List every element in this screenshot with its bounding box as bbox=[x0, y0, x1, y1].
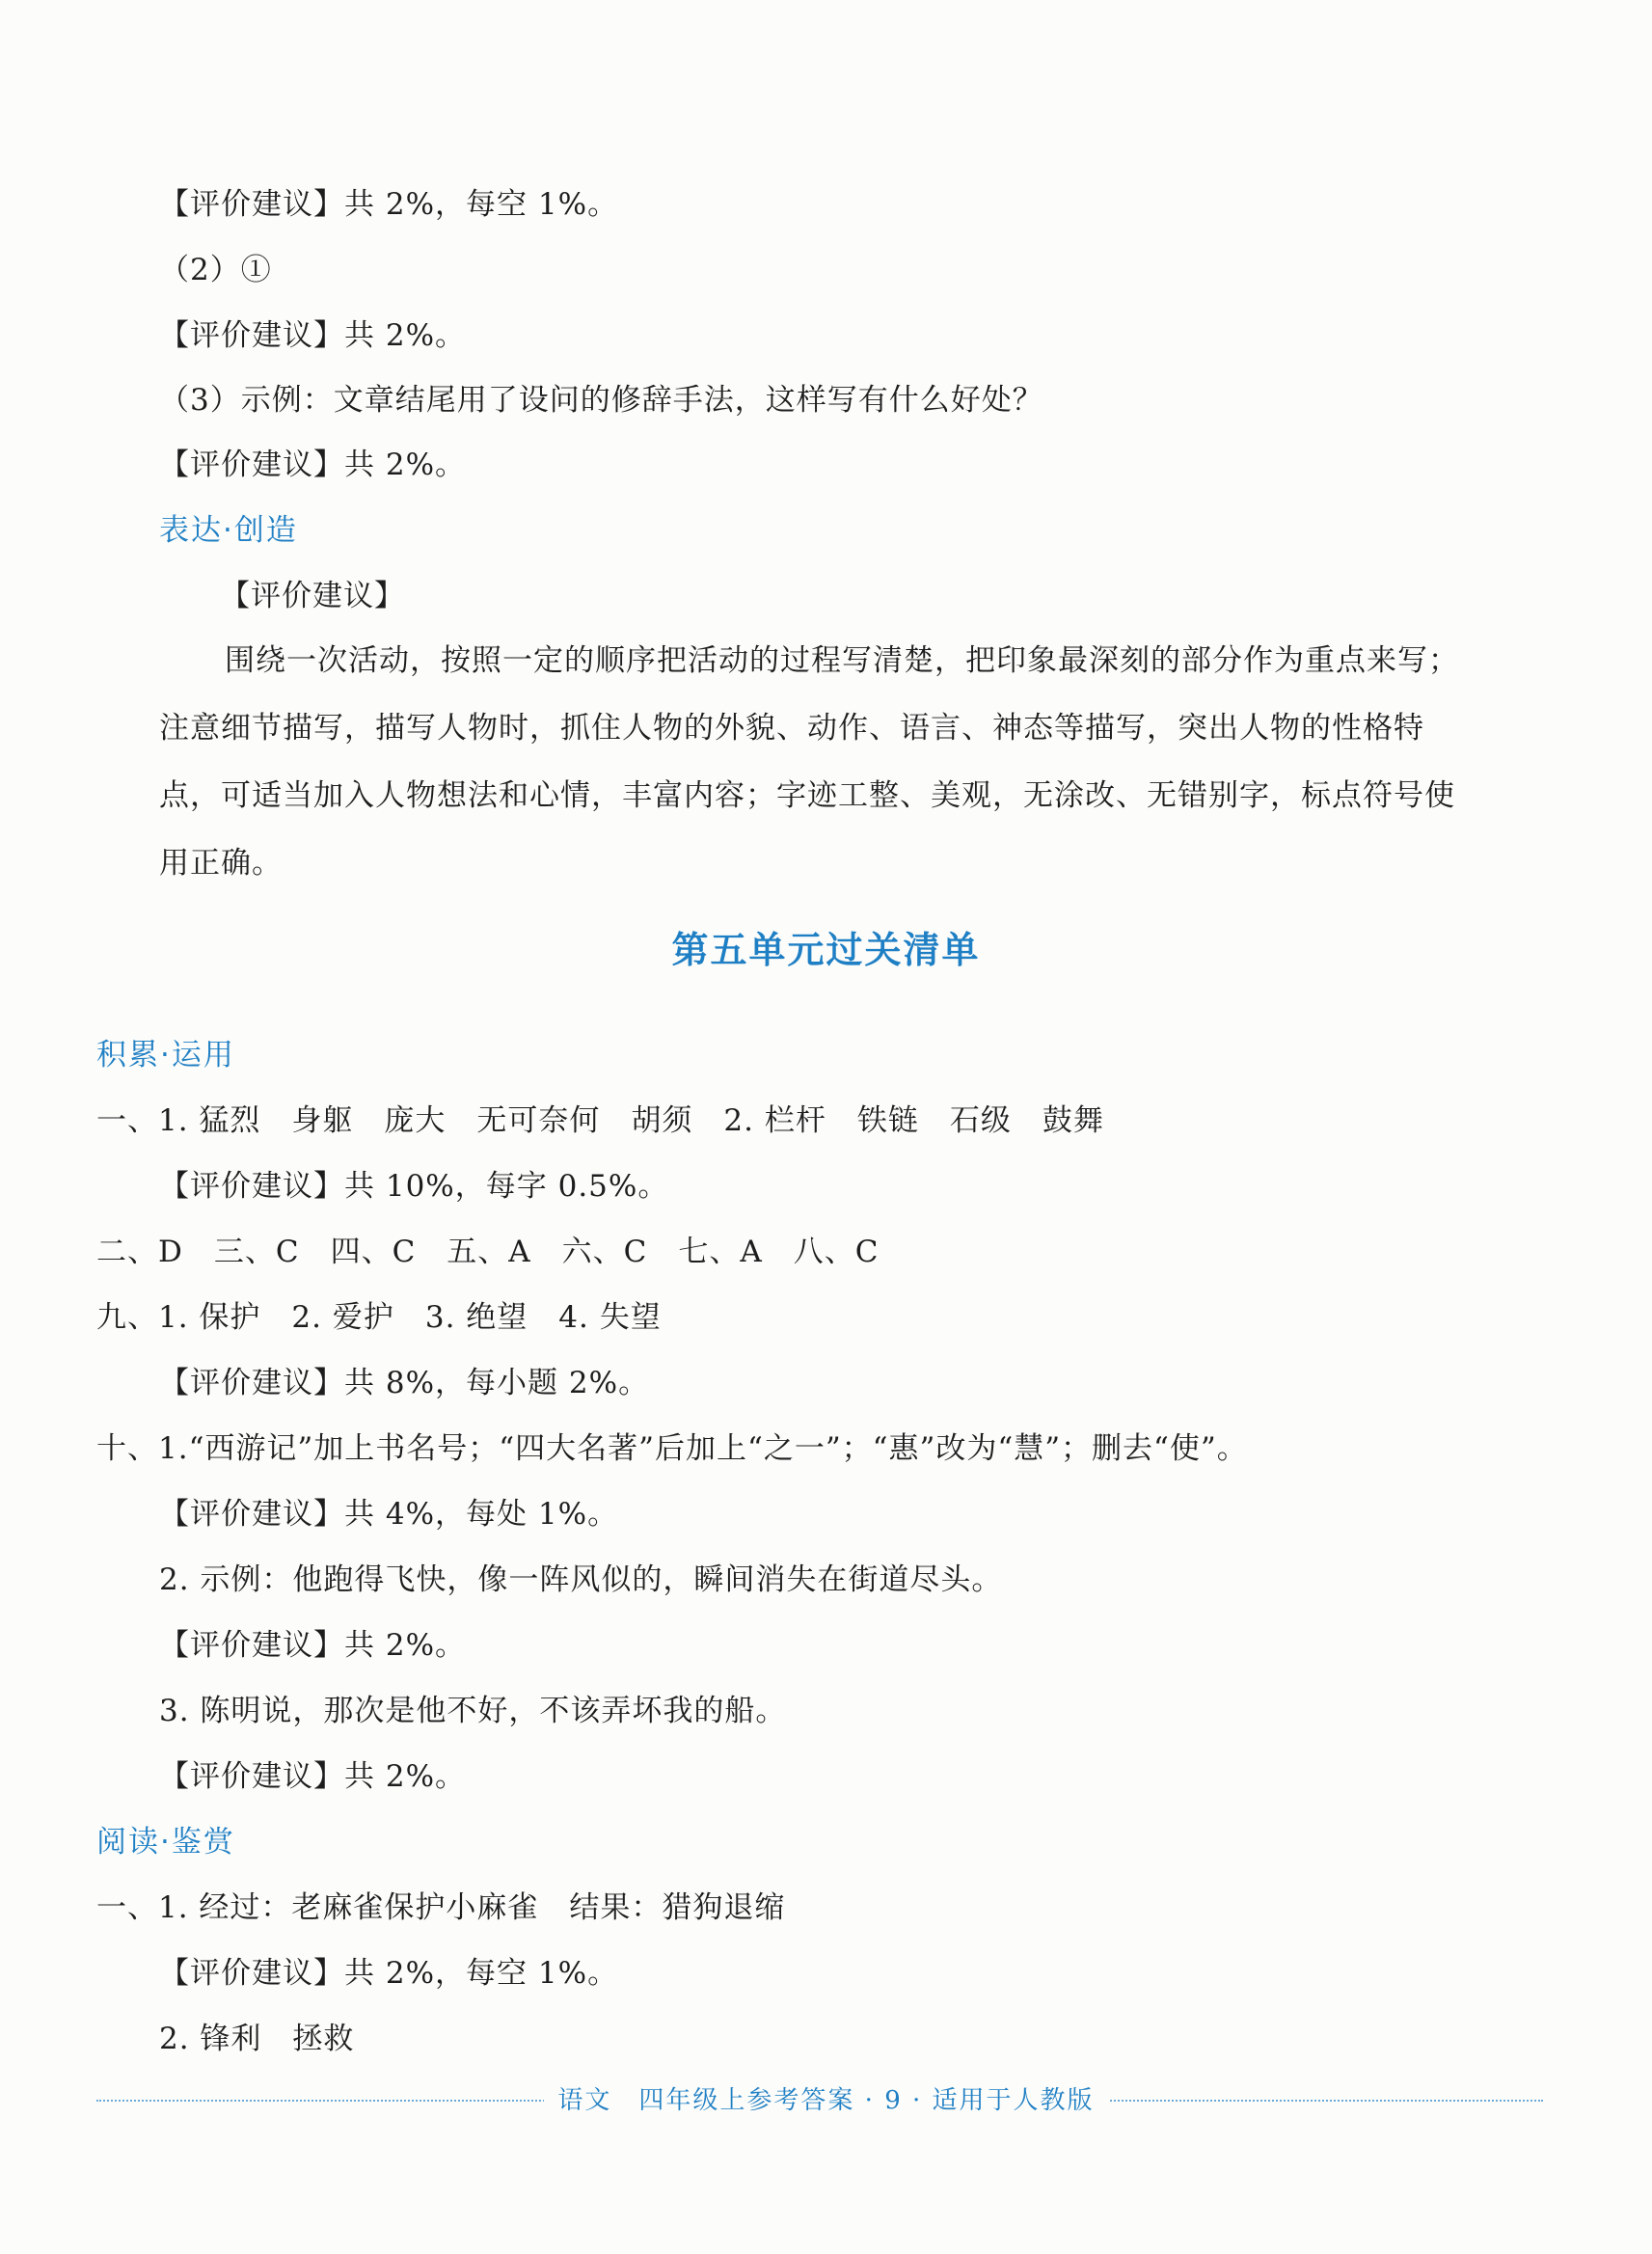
page-footer bbox=[0, 2081, 1652, 2120]
answer-3: （3）示例：文章结尾用了设问的修辞手法，这样写有什么好处？ bbox=[159, 383, 1043, 418]
writing-eval-paragraph: 围绕一次活动，按照一定的顺序把活动的过程写清楚，把印象最深刻的部分作为重点来写；注意细节描写，描写人物时，抓住人物的外貌、动作、语言、神态等描写，突出人物的性格特点，可适当加入人物想法和心情，丰富内容；字迹工整、美观，无涂改、无错别字，标点符号使用正确。 bbox=[159, 643, 1459, 881]
answer-reading-1: 一、1. 经过：老麻雀保护小麻雀 结果：猎狗退缩 bbox=[96, 1890, 786, 1925]
eval-note-3: 【评价建议】共 2%。 bbox=[159, 448, 467, 482]
answer-q2-q8: 二、D 三、C 四、C 五、A 六、C 七、A 八、C bbox=[96, 1235, 880, 1269]
eval-q10-1: 【评价建议】共 4%，每处 1%。 bbox=[159, 1497, 619, 1532]
section-heading-reading: 阅读·鉴赏 bbox=[96, 1825, 235, 1860]
footer-text: 语文 四年级上参考答案 · 9 · 适用于人教版 bbox=[544, 2086, 1107, 2115]
answer-2: （2）① bbox=[159, 253, 272, 287]
eval-reading-1: 【评价建议】共 2%，每空 1%。 bbox=[159, 1956, 619, 1991]
answer-q9: 九、1. 保护 2. 爱护 3. 绝望 4. 失望 bbox=[96, 1300, 662, 1335]
eval-note-2: 【评价建议】共 2%。 bbox=[159, 318, 467, 353]
answer-q10-2: 2. 示例：他跑得飞快，像一阵风似的，瞬间消失在街道尽头。 bbox=[159, 1562, 1003, 1597]
answer-q10-3: 3. 陈明说，那次是他不好，不该弄坏我的船。 bbox=[159, 1694, 787, 1728]
eval-label: 【评价建议】 bbox=[220, 579, 405, 613]
eval-q10-2: 【评价建议】共 2%。 bbox=[159, 1628, 467, 1663]
section-heading-accumulation: 积累·运用 bbox=[96, 1038, 235, 1073]
eval-q10-3: 【评价建议】共 2%。 bbox=[159, 1759, 467, 1794]
eval-note-1: 【评价建议】共 2%，每空 1%。 bbox=[159, 187, 619, 222]
eval-q9: 【评价建议】共 8%，每小题 2%。 bbox=[159, 1366, 650, 1400]
answer-reading-2: 2. 锋利 拯救 bbox=[159, 2022, 355, 2056]
unit-title: 第五单元过关清单 bbox=[671, 928, 981, 971]
answer-q10-1: 十、1.“西游记”加上书名号；“四大名著”后加上“之一”；“惠”改为“慧”；删去“使”。 bbox=[96, 1431, 1248, 1466]
eval-q1: 【评价建议】共 10%，每字 0.5%。 bbox=[159, 1169, 669, 1204]
section-heading-expression: 表达·创造 bbox=[159, 513, 298, 548]
answer-q1: 一、1. 猛烈 身躯 庞大 无可奈何 胡须 2. 栏杆 铁链 石级 鼓舞 bbox=[96, 1103, 1104, 1138]
